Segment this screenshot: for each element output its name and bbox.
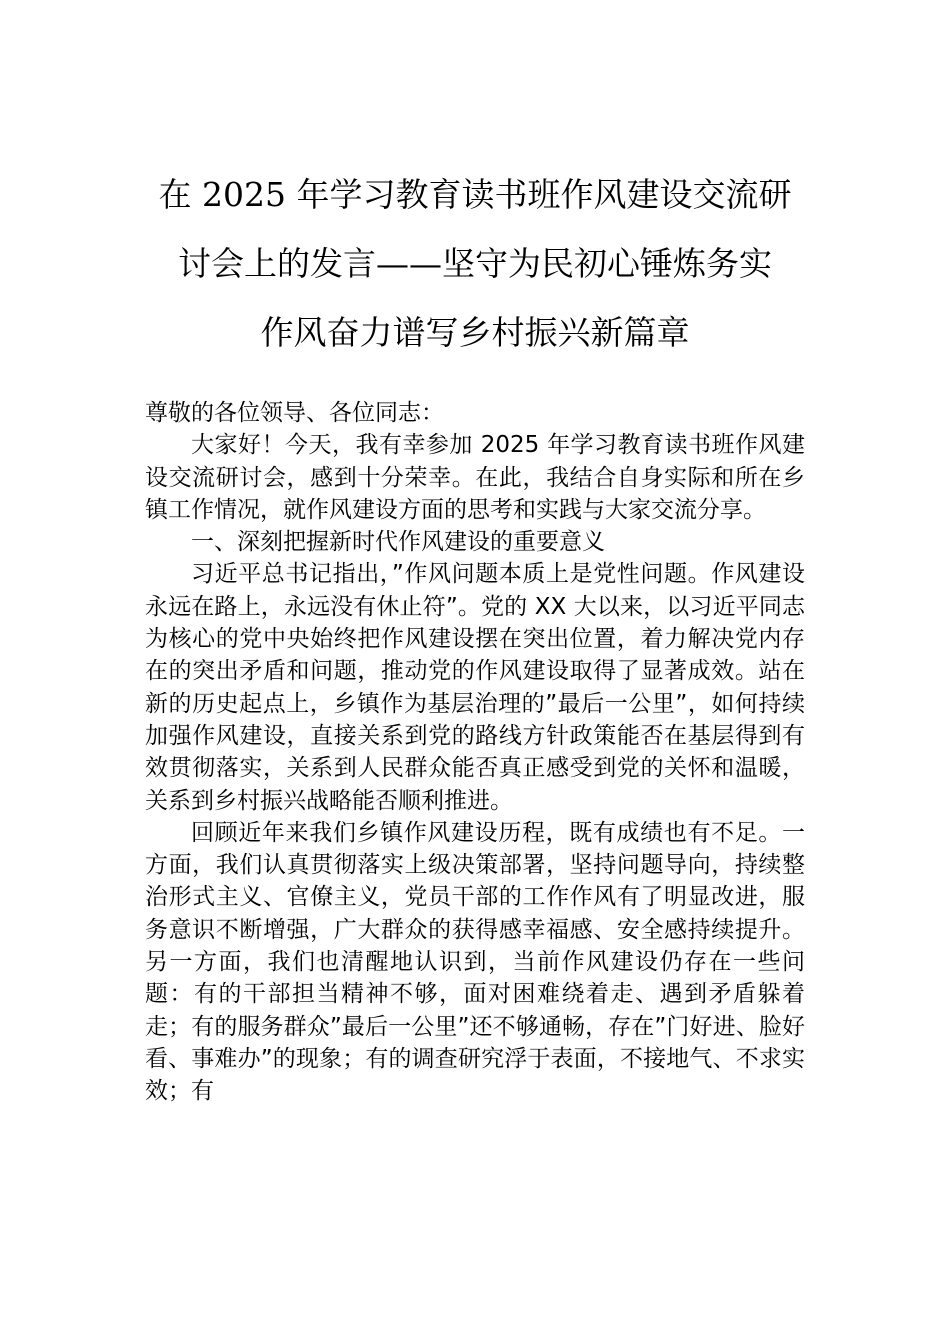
document-body <box>145 397 805 1108</box>
intro-paragraph: 大家好！今天，我有幸参加 2025 年学习教育读书班作风建设交流研讨会，感到十分荣幸。在此，我结合自身实际和所在乡镇工作情况，就作风建设方面的思考和实践与大家交流分享。 <box>145 432 805 523</box>
title-line-3: 作风奋力谱写乡村振兴新篇章 <box>260 313 690 352</box>
title-line-2: 讨会上的发言——坚守为民初心锤炼务实 <box>178 244 772 283</box>
section-heading-1: 一、深刻把握新时代作风建设的重要意义 <box>191 529 605 556</box>
body-paragraph-1: 习近平总书记指出，”作风问题本质上是党性问题。作风建设永远在路上，永远没有休止符”。党的 XX 大以来，以习近平同志为核心的党中央始终把作风建设摆在突出位置，着力解决党内存在的突出矛盾和问题，推动党的作风建设取得了显著成效。站在新的历史起点上，乡镇作为基层治理的”最后一公里”，如何持续加强作风建设，直接关系到党的路线方针政策能否在基层得到有效贯彻落实，关系到人民群众能否真正感受到党的关怀和温暖，关系到乡村振兴战略能否顺利推进。 <box>145 561 805 814</box>
document-title <box>120 160 830 367</box>
title-line-1: 在 2025 年学习教育读书班作风建设交流研 <box>158 175 792 214</box>
body-paragraph-2: 回顾近年来我们乡镇作风建设历程，既有成绩也有不足。一方面，我们认真贯彻落实上级决策部署，坚持问题导向，持续整治形式主义、官僚主义，党员干部的工作作风有了明显改进，服务意识不断增强，广大群众的获得感幸福感、安全感持续提升。另一方面，我们也清醒地认识到，当前作风建设仍存在一些问题：有的干部担当精神不够，面对困难绕着走、遇到矛盾躲着走；有的服务群众”最后一公里”还不够通畅，存在”门好进、脸好看、事难办”的现象；有的调查研究浮于表面，不接地气、不求实效；有 <box>145 819 805 1105</box>
salutation: 尊敬的各位领导、各位同志： <box>145 400 444 426</box>
